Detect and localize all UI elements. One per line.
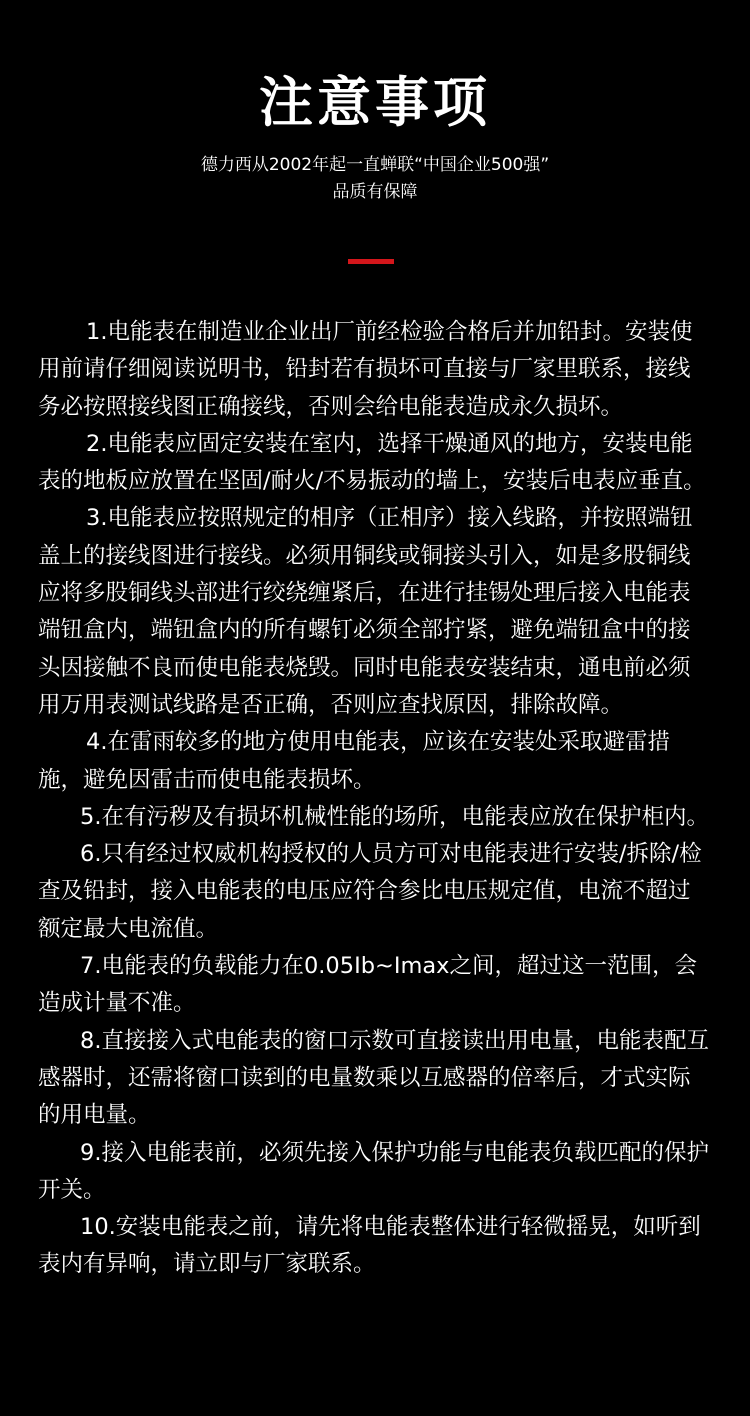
note-item-7: 7.电能表的负载能力在0.05Ib~Imax之间，超过这一范围，会造成计量不准。 xyxy=(38,953,697,1017)
note-item-6: 6.只有经过权威机构授权的人员方可对电能表进行安装/拆除/检查及铅封，接入电能表的电压应符合参比电压规定值，电流不超过额定最大电流值。 xyxy=(38,841,702,942)
note-item-5: 5.在有污秽及有损坏机械性能的场所，电能表应放在保护柜内。 xyxy=(80,803,709,830)
note-item-9: 9.接入电能表前，必须先接入保护功能与电能表负载匹配的保护开关。 xyxy=(38,1139,709,1203)
note-item-3: 3.电能表应按照规定的相序（正相序）接入线路，并按照端钮盖上的接线图进行接线。必须用铜线或铜接头引入，如是多股铜线应将多股铜线头部进行绞绕缠紧后，在进行挂锡处理后接入电能表端钮盒内，端钮盒内的所有螺钉必须全部拧紧，避免端钮盒中的接头因接触不良而使电能表烧毁。同时电能表安装结束，通电前必须用万用表测试线路是否正确，否则应查找原因，排除故障。 xyxy=(38,505,693,718)
note-item-8: 8.直接接入式电能表的窗口示数可直接读出用电量，电能表配互感器时，还需将窗口读到的电量数乘以互感器的倍率后，才式实际的用电量。 xyxy=(38,1027,709,1129)
note-item-1: 1.电能表在制造业企业出厂前经检验合格后并加铅封。安装使用前请仔细阅读说明书，铅封若有损坏可直接与厂家里联系，接线务必按照接线图正确接线，否则会给电能表造成永久损坏。 xyxy=(38,319,693,420)
note-item-10: 10.安装电能表之前，请先将电能表整体进行轻微摇晃，如听到表内有异响，请立即与厂家联系。 xyxy=(38,1214,701,1278)
page-title: 注意事项 xyxy=(259,71,491,134)
note-item-4: 4.在雷雨较多的地方使用电能表，应该在安装处采取避雷措施，避免因雷击而使电能表损坏。 xyxy=(38,729,670,793)
red-accent-divider xyxy=(348,259,394,264)
page-subtitle: 德力西从2002年起一直蝉联“中国企业500强” xyxy=(200,155,550,175)
note-item-2: 2.电能表应固定安装在室内，选择干燥通风的地方，安装电能表的地板应放置在坚固/耐火/不易振动的墙上，安装后电表应垂直。 xyxy=(38,430,706,495)
quality-tagline: 品质有保障 xyxy=(332,182,418,202)
notes-list xyxy=(38,314,712,1284)
